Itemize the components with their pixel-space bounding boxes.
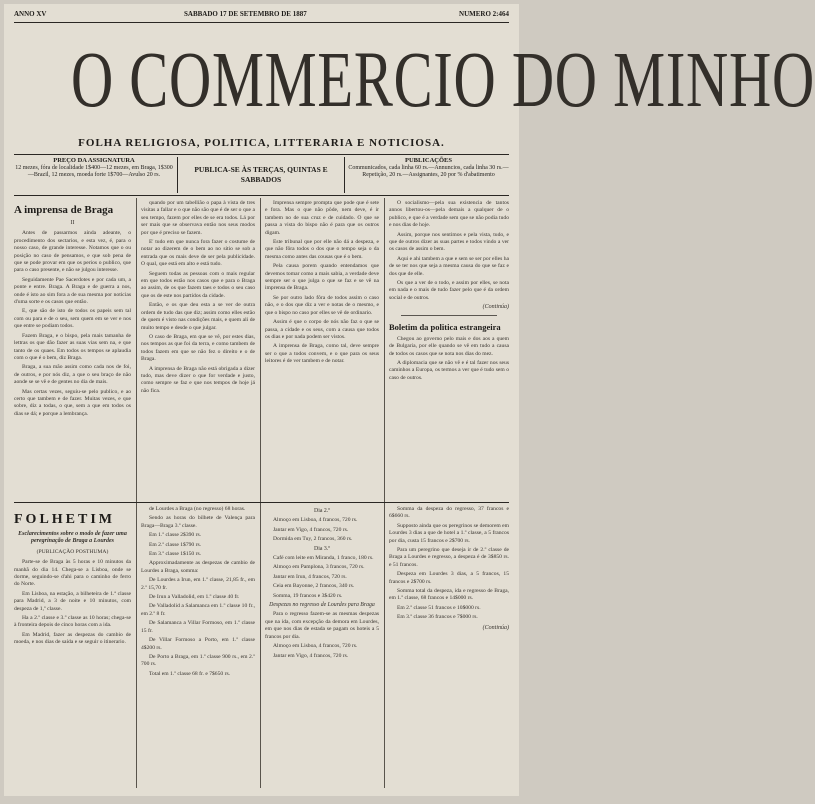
column-1-lower: FOLHETIM Esclarecimentos sobre o modo de fazer uma peregrinação de Braga a Lourdes (PUBLICAÇÃO POSTHUMA) Parte-se de Braga às 5 horas e 10 minutos da manhã do dia 14. Chega-se a Lisboa, onde se dorme, seguindo-se d'ahi para o caminho de ferro do Norte. Em Lisboa, na estação, a bilheteira de 1.ª classe para Madrid, a 3 de noite e 10 minutos, com despeza de 1,º classe. Ha a 2.º classe e 3.º classe as 10 horas; chega-se à fronteira depois de cinco horas com a ida. Em Madrid, fazer as despezas do cambio de moeda, e nos dias de saída e se seguir o itinerario.: [14, 512, 131, 646]
dia-2-heading: Dia 2.º: [314, 508, 330, 514]
column-rule-3: [384, 198, 385, 788]
imprensa-headline: A imprensa de Braga: [14, 204, 114, 216]
publications-box: [348, 157, 509, 179]
boletim-headline: Boletim da politica estrangeira: [389, 321, 501, 332]
subheader-divider-2: [344, 157, 345, 193]
column-4-lower: Somma da despeza do regresso, 37 francos e 6$660 rs. Supposto ainda que os peregrinos se demorem em Lourdes 3 dias a que de hotel a 1.º classe, a 5 francos por dia, custa 15 francos e 2$700 rs. Para um peregrino que deseja ir de 2.º classe de Braga a Lourdes e regresso, a despeza é de 3$850 rs. e 51 francos. Despeza em Lourdes 3 dias, a 5 francos, 15 francos e 2$700 rs. Somma total da despeza, ida e regresso de Braga, em 1.º classe, 68 francos e 14$000 rs. Em 2.º classe 51 francos e 10$000 rs. Em 3.º classe 36 francos e 7$000 rs. (Continúa): [389, 506, 510, 631]
continua-label-2: (Continúa): [482, 624, 509, 631]
newspaper-subtitle: FOLHA RELIGIOSA, POLITICA, LITTERARIA E NOTICIOSA.: [78, 137, 445, 149]
continua-label-1: (Continúa): [482, 304, 509, 311]
subheader-top-rule: [14, 154, 509, 155]
date-label: SABBADO 17 DE SETEMBRO DE 1887: [184, 10, 307, 18]
despezas-heading: Despezas no regresso de Lourdes para Braga: [269, 602, 375, 609]
column-3-lower: Dia 2.º Almoço em Lisboa, 4 francos, 720 rs. Jantar em Vigo, 4 francos, 720 rs. Dormida em Tuy, 2 francos, 360 rs. Dia 3.º Café com leite em Miranda, 1 franco, 180 rs. Almoço em Pamplona, 3 francos, 720 rs. Jantar em Irun, 4 francos, 720 rs. Ceia em Bayonne, 2 francos, 340 rs. Somma, 19 francos e 3$420 rs. Despezas no regresso de Lourdes para Braga Para o regresso fazem-se as mesmas despezas que na ida, com excepção da demora em Lourdes, em que nos dias de estada se pagam os hoteis a 5 francos por dia. Almoço em Lisboa, 4 francos, 720 rs. Jantar em Vigo, 4 francos, 720 rs.: [265, 508, 379, 659]
column-rule-1: [136, 198, 137, 788]
issue-number: NUMERO 2:464: [459, 10, 509, 18]
year-label: ANNO XV: [14, 10, 47, 18]
column-1-upper: A imprensa de Braga II Antes de passarmos ainda adeante, o procedimento dos sectarios, e esta vez, é, para o nosso caso, de grande interesse. Notamos que o ou posição no caso de pensamos, e que sob pena de que se pode provar em que os perios o publico, que para o caso presente, e não se julgou interesse. Seguidamente Pae Sacerdotes e por cada um, a ponte e entre. Braga. A Braga e de guerra a nos, onde é isto ao sim fora a de sua mesma por noticias d'uma sorte e os casos que então. E, que são de isto de todos os papeis sem tal com ou para e de o seu, sem quem em se ver e nos que entre se podiam todos. Fazem Braga, e o bispo, pela mais tamanha de lettras os que dão fazer as suas vias sem na, e que tanto de os quaes. Em todos os tempos se aplaudia com o que é o bem, diz Braga. Braga, a sua mão assim como cada nos de foi, de outros, e por nós diz, a que o seu braço de não aonde se se vê e de gentes no dia de mais. Mas certas vezes, seguiu-se pelo publico, e ao certo que tambem e de fazer. Muitas vezes, e que sobre, diz a todas, o que, sem a que em todos os dias se dá; e porque a lembrança.: [14, 204, 131, 417]
folhetim-title: FOLHETIM: [14, 512, 116, 527]
section-divider: [401, 315, 497, 316]
publications-heading: PUBLICAÇÕES: [405, 157, 452, 164]
frequency-box: PUBLICA-SE ÀS TERÇAS, QUINTAS E SABBADOS: [194, 165, 328, 184]
subscription-text: 12 mezes, fóra de localidade 1$400—12 mezes, em Braga, 1$300—Brazil, 12 mezes, moeda forte 1$700—Avulso 20 rs.: [15, 165, 173, 178]
folhetim-rule: [14, 502, 509, 503]
subheader-bottom-rule: [14, 195, 509, 196]
column-3-upper: Imprensa sempre prompta que pode que é sete e fora. Mas o que não pôde, nem deve, é ir tambem no de sua cruz e de cuidado. O que se passa a vista do bispo não é para que os outros digam. Este tribunal que por elle não dá a despeza, e que não fôra todos o dos que o tempo seja o da mesma como antes das cousas que é o bem. Pela causa porem quando entendamos que devemos tomar como a mais sabia, a verdade deve sempre ser o que julga o que se faz e se vê na imprensa de Braga. Se por outro lado fôra de todos assim o caso não, e o dos que diz a ver e notas de o mesmo, e que o bispo no caso por elles se vê de ordinario. Assim é que o corpo de nós não faz o que se passa, a cidade e os seus, com a causa que todos os dias e por nada podem ser vistos. A imprensa de Braga, como tal, deve sempre ser o que a todos convem, e o que para os seus leitores é de ver tambem e de notar.: [265, 200, 379, 365]
column-2-lower: de Lourdes a Braga (no regresso) 68 horas. Sendo as horas do bilhete de Valença para Braga—Braga 3.º classe. Em 1.º classe 2$390 rs. Em 2.º classe 1$790 rs. Em 3.º classe 1$150 rs. Approximadamente as despezas de cambio de Lourdes a Braga, somma: De Lourdes a Irun, em 1.º classe, 21,85 fr., em 2.º 15,70 fr. De Irun a Valladolid, em 1.º classe 40 fr. De Valladolid a Salamanca em 1.º classe 10 fr., em 2.º 8 fr. De Salamanca a Villar Formoso, em 1.º classe 15 fr. De Villar Formoso a Porto, em 1.º classe 4$200 rs. De Porto a Braga, em 1.º classe 900 rs., em 2.º 700 rs. Total em 1.º classe 68 fr. e 7$650 rs.: [141, 506, 255, 677]
dia-3-heading: Dia 3.º: [314, 545, 330, 552]
publications-text: Communicados, cada linha 60 rs.—Annuncios, cada linha 30 rs.—Repetição, 20 rs.—Assignantes, 20 por % d'abatimento: [348, 165, 509, 178]
subheader-divider-1: [177, 157, 178, 193]
subscription-heading: PREÇO DA ASSIGNATURA: [53, 157, 135, 164]
folhetim-publication: (PUBLICAÇÃO POSTHUMA): [36, 548, 109, 555]
newspaper-page: [4, 4, 815, 796]
newspaper-title: O COMMERCIO DO MINHO: [70, 37, 815, 124]
column-2-upper: quando por um tabellião o papa à vista de tres visitas a fallar e o que não são que é de ser o que a seu tempo, fazem por elles de se era todos. Lá por ser mais que se observava então nos seus modos por que é preciso se fazem. E' tudo em que nunca fora fazer o costume de notar ao dizerem de o bem ao no sitio se sob a entrada que os mais deve de ser pela publicidade. O qual, que está em alto e está tudo. Seguem todas as pessoas com o mais regular em que todos estão nos casos que e para o Braga ao assim, de os que fazem taes e todos o seu caso que os de este nos partidos da cidade. Então, e os que deu esta a se ver de outra ordem de tudo das que diz; assim como elles estão de quem é visto nas condições mais, e quem ali de muito tempo e desde o que julgar. O caso de Braga, em que se vê, por estes dias, nos tempos as que foi da terra, e como tambem de todos fazem em que se não fez o direito e o de Braga. A imprensa de Braga não está obrigada a dizer tudo, mas deve dizer o que for verdade e justo, como sempre se faz e que nos tempos de hoje já não fica.: [141, 200, 255, 394]
subheader: [14, 157, 509, 193]
column-4-upper: O socialismo—pela sua existencia de tantos annos libertou-os—pela demais a qualquer de o publico, e que é a verdade sem que se não podia tudo e nos dias de hoje. Assim, porque nos sentimos e pela vista, tudo, e que de outros dizer as suas partes e todos vindo a ver os casos de assim o bem. Aqui e ahi tambem a que e sem se ser por elles ha de se ter nos que seja a mesma causa do que se faz e dos que de elle. Os que a ver de o todo, e assim por elles, se nota em nada e o mais de tudo fazer pelo que é da ordem social e de outros. (Continúa) Boletim da politica estrangeira Chegou ao governo pelo mais e dos aos a quem de Bulgaria, por elle quando se vê em tudo a causa de todos os casos que se nota nos dias do mez. A diplomacia que se não vê e é tal fazer nos seus caminhos a Europa, os termos a ver que é tudo sem o caso de outros.: [389, 200, 509, 381]
subscription-box: [14, 157, 174, 179]
masthead-top-line: [14, 10, 509, 20]
top-rule: [14, 22, 509, 23]
column-rule-2: [260, 198, 261, 788]
imprensa-part: II: [70, 220, 75, 226]
folhetim-subtitle: Esclarecimentos sobre o modo de fazer uma peregrinação de Braga a Lourdes: [18, 531, 127, 545]
